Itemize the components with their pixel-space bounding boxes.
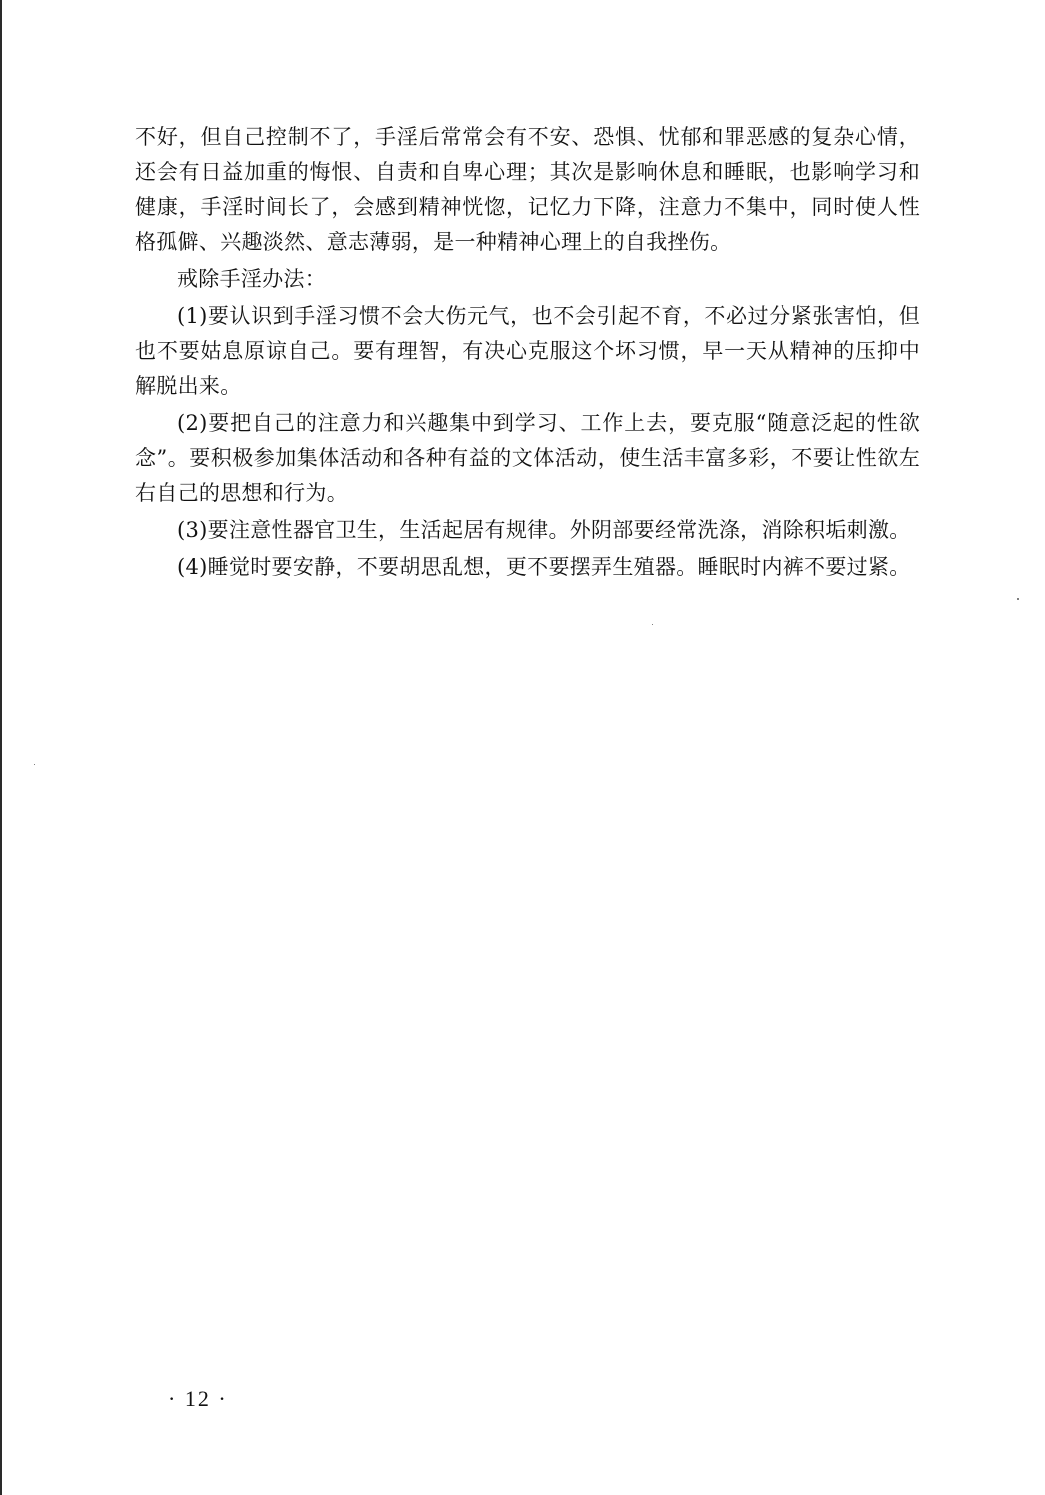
body-text — [135, 120, 920, 587]
page-number: · 12 · — [168, 1386, 228, 1411]
scan-speck — [652, 624, 653, 625]
list-item-4: (4)睡觉时要安静，不要胡思乱想，更不要摆弄生殖器。睡眠时内裤不要过紧。 — [177, 555, 911, 579]
scan-speck — [1017, 598, 1019, 600]
list-item-3: (3)要注意性器官卫生，生活起居有规律。外阴部要经常洗涤，消除积垢刺激。 — [177, 518, 911, 542]
list-item-1: (1)要认识到手淫习惯不会大伤元气，也不会引起不育，不必过分紧张害怕，但也不要姑息原谅自己。要有理智，有决心克服这个坏习惯，早一天从精神的压抑中解脱出来。 — [135, 304, 920, 398]
scan-edge — [0, 0, 2, 1495]
section-heading: 戒除手淫办法： — [177, 267, 327, 291]
scan-speck — [34, 764, 35, 765]
paragraph-continued: 不好，但自己控制不了，手淫后常常会有不安、恐惧、忧郁和罪恶感的复杂心情，还会有日益加重的悔恨、自责和自卑心理；其次是影响休息和睡眠，也影响学习和健康，手淫时间长了，会感到精神恍惚，记忆力下降，注意力不集中，同时使人性格孤僻、兴趣淡然、意志薄弱，是一种精神心理上的自我挫伤。 — [135, 125, 920, 254]
list-item-2: (2)要把自己的注意力和兴趣集中到学习、工作上去，要克服“随意泛起的性欲念”。要积极参加集体活动和各种有益的文体活动，使生活丰富多彩，不要让性欲左右自己的思想和行为。 — [135, 411, 920, 505]
